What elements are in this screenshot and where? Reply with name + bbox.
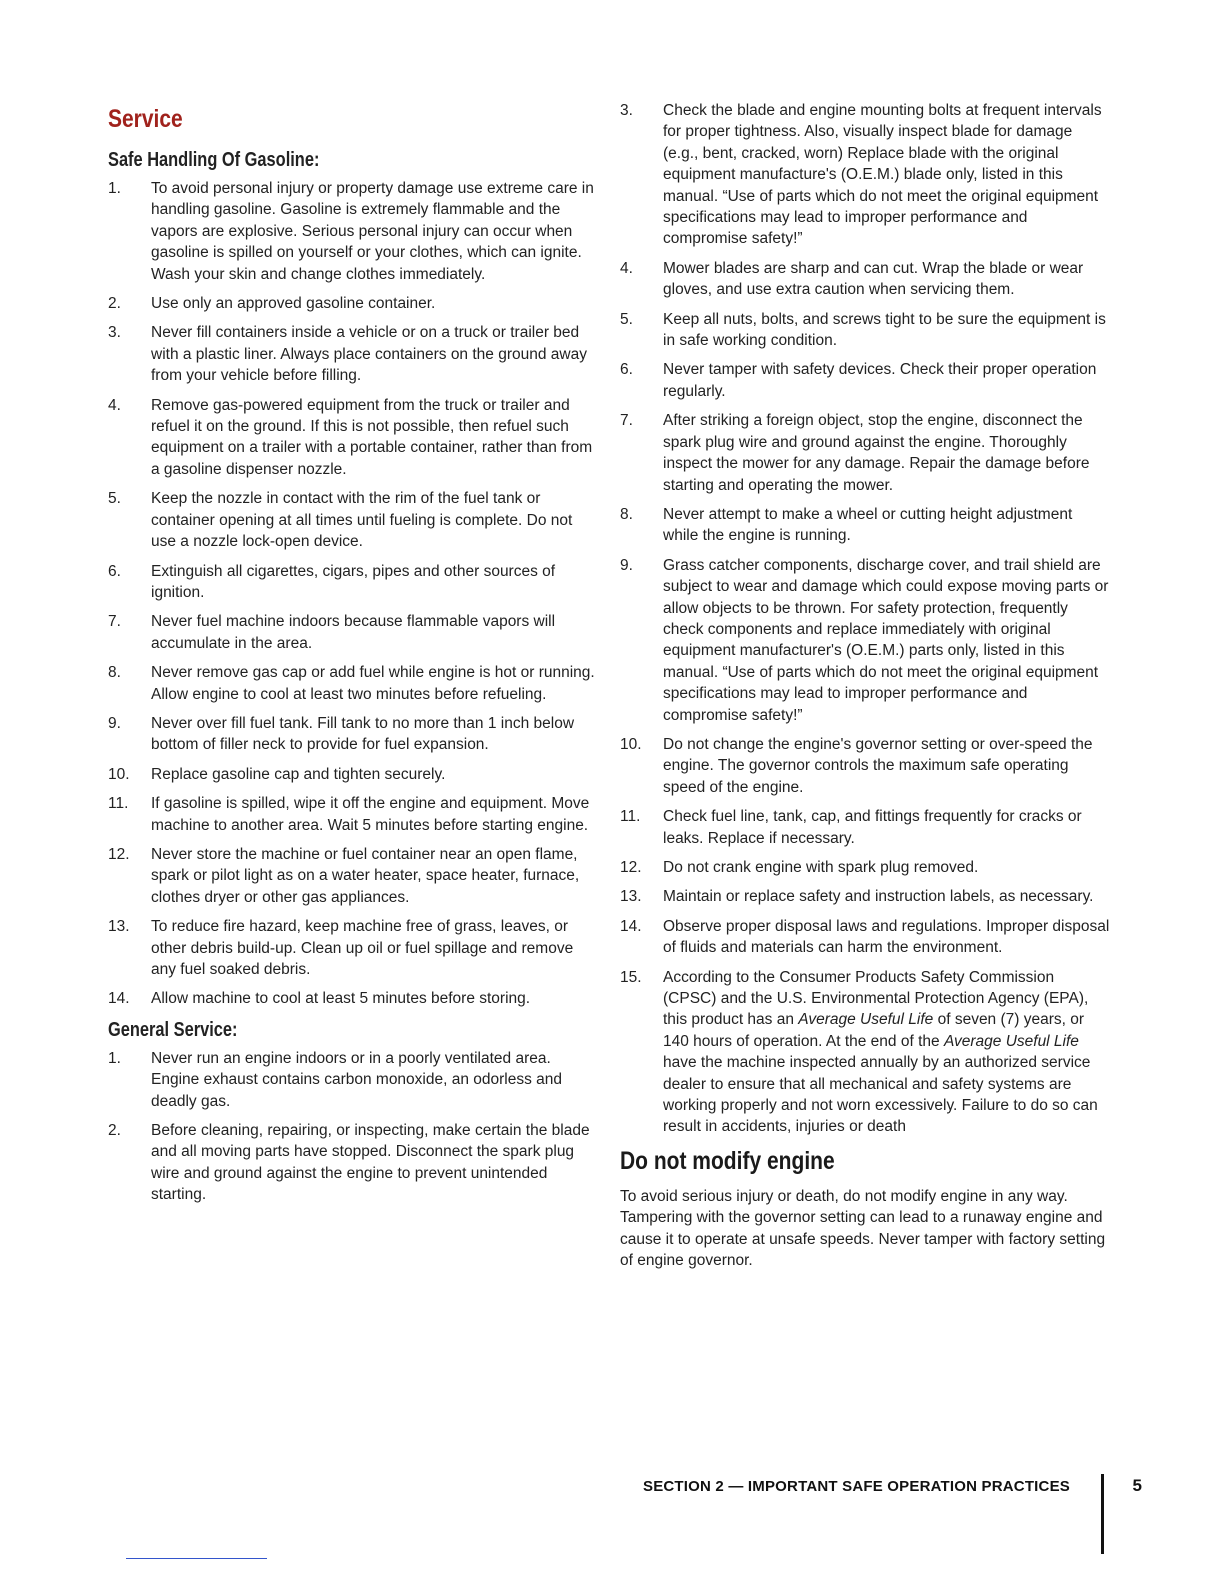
- item-number: 1.: [108, 180, 121, 197]
- do-not-modify-paragraph: To avoid serious injury or death, do not modify engine in any way. Tampering with the governor setting can lead to a runaway engine and cause it to operate at unsafe speeds. Never tamper with factory setting of engine governor.: [620, 1187, 1106, 1270]
- list-item: [108, 1048, 596, 1112]
- list-item: [108, 322, 596, 386]
- list-item: [620, 806, 1110, 849]
- item-number: 6.: [620, 361, 633, 379]
- item-text: To reduce fire hazard, keep machine free of grass, leaves, or other debris build-up. Clean up oil or fuel spillage and remove any fuel soaked debris.: [151, 918, 574, 978]
- list-item: [108, 764, 596, 785]
- item-text: Never run an engine indoors or in a poorly ventilated area. Engine exhaust contains carbon monoxide, an odorless and deadly gas.: [151, 1049, 563, 1110]
- item-text: Replace gasoline cap and tighten securely.: [151, 765, 446, 783]
- general-service-list-start: [108, 1048, 596, 1206]
- item-text-italic: Average Useful Life: [798, 1011, 934, 1029]
- item-text: Never over fill fuel tank. Fill tank to no more than 1 inch below bottom of filler neck to provide for fuel expansion.: [151, 714, 575, 754]
- list-item: [620, 309, 1110, 352]
- item-text: To avoid personal injury or property damage use extreme care in handling gasoline. Gasoline is extremely flammable and the vapors are explosive. Serious personal injury can occur when gasoline is spilled on yourself or your clothes, which can ignite. Wash your skin and change clothes immediately.: [151, 180, 594, 283]
- list-item: [620, 359, 1110, 402]
- list-item: [620, 410, 1110, 496]
- item-text: Use only an approved gasoline container.: [151, 295, 436, 313]
- list-item: [108, 662, 596, 705]
- item-text: Never attempt to make a wheel or cutting height adjustment while the engine is running.: [663, 505, 1073, 545]
- list-item: [108, 793, 596, 836]
- item-number: 10.: [620, 735, 642, 753]
- page-footer: [600, 1478, 1142, 1554]
- page-number: 5: [1132, 1476, 1142, 1495]
- item-text: Grass catcher components, discharge cover, and trail shield are subject to wear and damage which could expose moving parts or allow objects to be thrown. For safety protection, frequently check components and replace immediately with original equipment manufacturer's (O.E.M.) parts only, listed in this manual. “Use of parts which do not meet the original equipment specifications may lead to improper performance and compromise safety!”: [663, 556, 1109, 724]
- item-number: 7.: [108, 613, 121, 631]
- item-number: 14.: [620, 917, 642, 935]
- list-item: [108, 916, 596, 980]
- item-text-part: According to the Consumer Products Safety Commission (CPSC) and the U.S. Environmental Protection Agency (EPA), this product has an: [663, 968, 1089, 1029]
- section-heading-service: Service: [108, 105, 183, 133]
- list-item: [620, 555, 1110, 726]
- list-item: [108, 395, 596, 481]
- left-column: [108, 100, 596, 1214]
- item-text: Extinguish all cigarettes, cigars, pipes and other sources of ignition.: [151, 562, 556, 601]
- list-item: [108, 844, 596, 908]
- subheading-safe-handling: Safe Handling Of Gasoline:: [108, 149, 320, 171]
- item-text: Maintain or replace safety and instruction labels, as necessary.: [663, 888, 1094, 906]
- item-number: 4.: [108, 396, 121, 414]
- list-item: [108, 988, 596, 1009]
- item-number: 15.: [620, 968, 642, 986]
- list-item: [108, 611, 596, 654]
- item-text: Never fuel machine indoors because flammable vapors will accumulate in the area.: [151, 613, 556, 652]
- list-item: [108, 561, 596, 604]
- item-number: 4.: [620, 259, 633, 277]
- list-item: [108, 293, 596, 314]
- item-text: Before cleaning, repairing, or inspecting, make certain the blade and all moving parts have stopped. Disconnect the spark plug wire and ground against the engine to prevent unintended starting.: [151, 1122, 590, 1204]
- list-item: [108, 178, 596, 285]
- item-number: 9.: [620, 556, 633, 574]
- bottom-rule: [126, 1558, 267, 1559]
- item-text: Never remove gas cap or add fuel while engine is hot or running. Allow engine to cool at least two minutes before refueling.: [151, 664, 595, 703]
- general-service-list-continued: [620, 100, 1110, 1138]
- item-number: 9.: [108, 714, 121, 732]
- item-text: Never tamper with safety devices. Check their proper operation regularly.: [663, 361, 1097, 400]
- list-item: [620, 734, 1110, 798]
- item-text: Keep the nozzle in contact with the rim of the fuel tank or container opening at all times until fueling is complete. Do not use a nozzle lock-open device.: [151, 490, 573, 551]
- list-item: [620, 100, 1110, 250]
- list-item: [108, 1120, 596, 1206]
- item-number: 8.: [620, 505, 633, 523]
- safe-handling-list: [108, 178, 596, 1010]
- item-number: 12.: [620, 859, 642, 876]
- item-text: Check the blade and engine mounting bolts at frequent intervals for proper tightness. Also, visually inspect blade for damage (e.g., bent, cracked, worn) Replace blade with the original equipment manufacture's (O.E.M.) blade only, listed in this manual. “Use of parts which do not meet the original equipment specifications may lead to improper performance and compromise safety!”: [663, 102, 1102, 248]
- right-column: [620, 100, 1110, 1272]
- list-item: [108, 488, 596, 552]
- item-number: 2.: [108, 295, 121, 313]
- list-item: [620, 504, 1110, 547]
- list-item: [108, 713, 596, 756]
- list-item: [620, 857, 1110, 878]
- item-text: Keep all nuts, bolts, and screws tight to be sure the equipment is in safe working condition.: [663, 310, 1106, 350]
- section-heading-do-not-modify: Do not modify engine: [620, 1146, 835, 1175]
- item-text: Do not change the engine's governor setting or over-speed the engine. The governor controls the maximum safe operating speed of the engine.: [663, 735, 1093, 796]
- item-text-italic: Average Useful Life: [943, 1032, 1079, 1050]
- item-number: 1.: [108, 1049, 121, 1067]
- item-text: [663, 967, 1110, 1138]
- item-number: 8.: [108, 664, 121, 682]
- item-text: Check fuel line, tank, cap, and fittings frequently for cracks or leaks. Replace if necessary.: [663, 808, 1082, 847]
- list-item: [620, 258, 1110, 301]
- item-text: If gasoline is spilled, wipe it off the engine and equipment. Move machine to another area. Wait 5 minutes before starting engine.: [151, 795, 590, 834]
- item-number: 3.: [620, 102, 633, 119]
- item-text: Allow machine to cool at least 5 minutes before storing.: [151, 990, 531, 1008]
- item-text: Do not crank engine with spark plug removed.: [663, 859, 979, 876]
- footer-section-title: SECTION 2 — IMPORTANT SAFE OPERATION PRACTICES: [642, 1478, 1070, 1495]
- item-text: Observe proper disposal laws and regulations. Improper disposal of fluids and materials can harm the environment.: [663, 917, 1110, 957]
- item-number: 7.: [620, 412, 633, 430]
- list-item: [620, 916, 1110, 959]
- item-number: 13.: [620, 888, 642, 906]
- item-number: 11.: [108, 795, 129, 813]
- item-number: 11.: [620, 808, 641, 826]
- item-text: Never store the machine or fuel container near an open flame, spark or pilot light as on a water heater, space heater, furnace, clothes dryer or other gas appliances.: [151, 845, 580, 906]
- item-number: 3.: [108, 324, 121, 342]
- item-text-part: have the machine inspected annually by an authorized service dealer to ensure that all mechanical and safety systems are working properly and not worn excessively. Failure to do so can result in accidents, injuries or death: [663, 1054, 1098, 1136]
- footer-divider: [1101, 1474, 1104, 1554]
- item-number: 12.: [108, 845, 130, 863]
- list-item: [620, 967, 1110, 1138]
- subheading-general-service: General Service:: [108, 1018, 238, 1041]
- item-text: After striking a foreign object, stop the engine, disconnect the spark plug wire and ground against the engine. Thoroughly inspect the mower for any damage. Repair the damage before starting and operating the mower.: [663, 412, 1090, 494]
- item-text: Never fill containers inside a vehicle or on a truck or trailer bed with a plastic liner. Always place containers on the ground away from your vehicle before filling.: [151, 324, 587, 385]
- item-text: Remove gas-powered equipment from the truck or trailer and refuel it on the ground. If this is not possible, then refuel such equipment on a trailer with a portable container, rather than from a gasoline dispenser nozzle.: [151, 396, 593, 478]
- item-number: 2.: [108, 1122, 121, 1140]
- item-number: 5.: [108, 490, 121, 508]
- item-text-part: of seven (7) years, or 140 hours of operation. At the end of the: [663, 1011, 1085, 1050]
- item-number: 5.: [620, 310, 633, 328]
- item-number: 13.: [108, 918, 130, 936]
- item-number: 14.: [108, 990, 130, 1008]
- item-number: 6.: [108, 562, 121, 580]
- item-number: 10.: [108, 765, 130, 783]
- list-item: [620, 886, 1110, 907]
- item-text: Mower blades are sharp and can cut. Wrap the blade or wear gloves, and use extra caution when servicing them.: [663, 259, 1084, 299]
